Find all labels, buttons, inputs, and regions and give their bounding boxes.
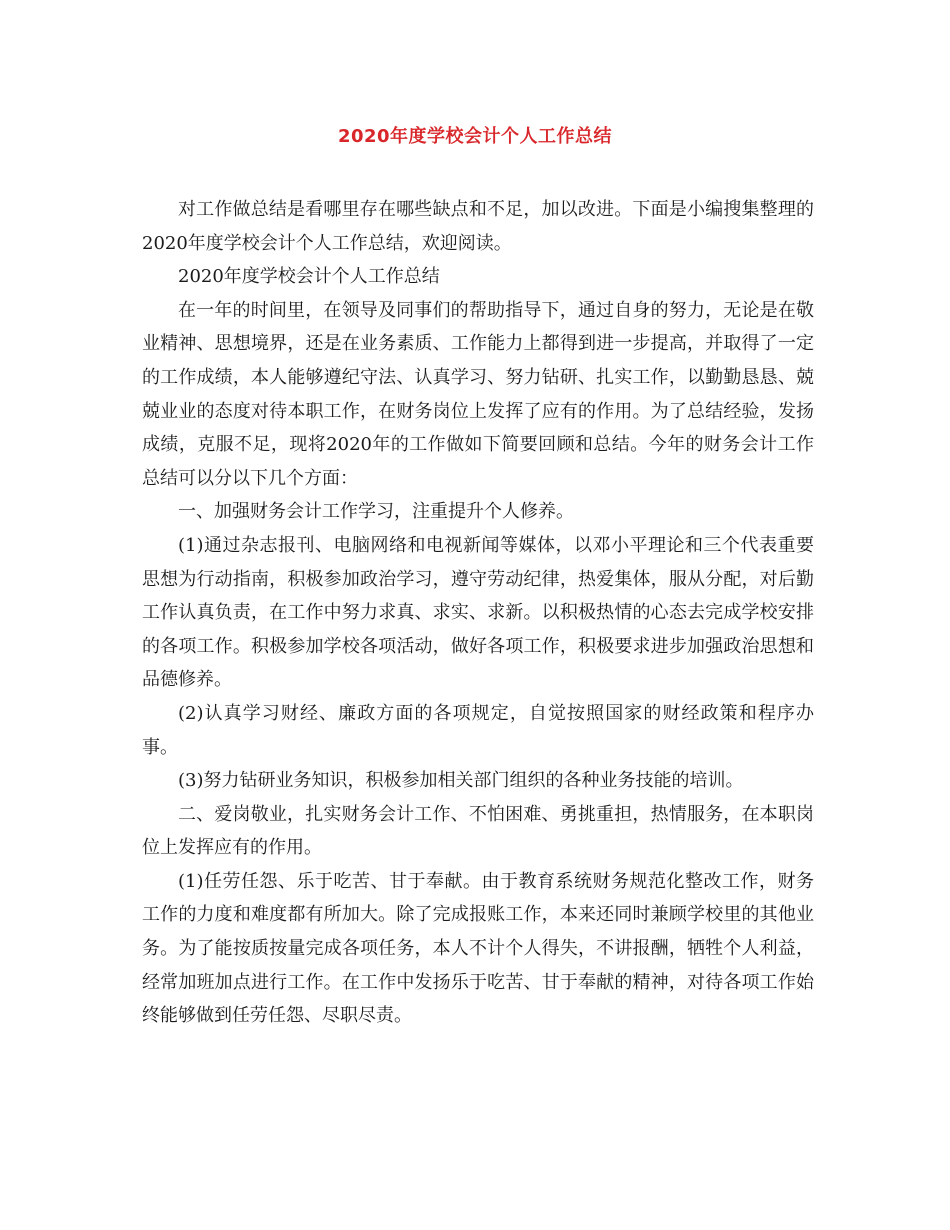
section-heading: 2020年度学校会计个人工作总结 [178, 266, 440, 288]
part-one-heading: 一、加强财务会计工作学习，注重提升个人修养。 [178, 501, 574, 523]
part-one-item-1: (1)通过杂志报刊、电脑网络和电视新闻等媒体，以邓小平理论和三个代表重要思想为行动指南，积极参加政治学习，遵守劳动纪律，热爱集体，服从分配，对后勤工作认真负责，在工作中努力求真、求实、求新。以积极热情的心态去完成学校安排的各项工作。积极参加学校各项活动，做好各项工作，积极要求进步加强政治思想和品德修养。 [142, 534, 814, 691]
part-one-item-3: (3)努力钻研业务知识，积极参加相关部门组织的各种业务技能的培训。 [178, 770, 744, 792]
intro-paragraph: 对工作做总结是看哪里存在哪些缺点和不足，加以改进。下面是小编搜集整理的2020年度学校会计个人工作总结，欢迎阅读。 [142, 199, 814, 254]
document-body [142, 193, 814, 1033]
part-two-heading: 二、爱岗敬业，扎实财务会计工作、不怕困难、勇挑重担，热情服务，在本职岗位上发挥应有的作用。 [142, 803, 814, 859]
document-title: 2020年度学校会计个人工作总结 [337, 126, 613, 147]
part-two-item-1: (1)任劳任怨、乐于吃苦、甘于奉献。由于教育系统财务规范化整改工作，财务工作的力度和难度都有所加大。除了完成报账工作，本来还同时兼顾学校里的其他业务。为了能按质按量完成各项任务，本人不计个人得失，不讲报酬，牺牲个人利益，经常加班加点进行工作。在工作中发扬乐于吃苦、甘于奉献的精神，对待各项工作始终能够做到任劳任怨、尽职尽责。 [142, 870, 814, 1027]
part-one-item-2: (2)认真学习财经、廉政方面的各项规定，自觉按照国家的财经政策和程序办事。 [142, 702, 814, 758]
overview-paragraph: 在一年的时间里，在领导及同事们的帮助指导下，通过自身的努力，无论是在敬业精神、思想境界，还是在业务素质、工作能力上都得到进一步提高，并取得了一定的工作成绩，本人能够遵纪守法、认真学习、努力钻研、扎实工作，以勤勤恳恳、兢兢业业的态度对待本职工作，在财务岗位上发挥了应有的作用。为了总结经验，发扬成绩，克服不足，现将2020年的工作做如下简要回顾和总结。今年的财务会计工作总结可以分以下几个方面： [142, 299, 814, 489]
